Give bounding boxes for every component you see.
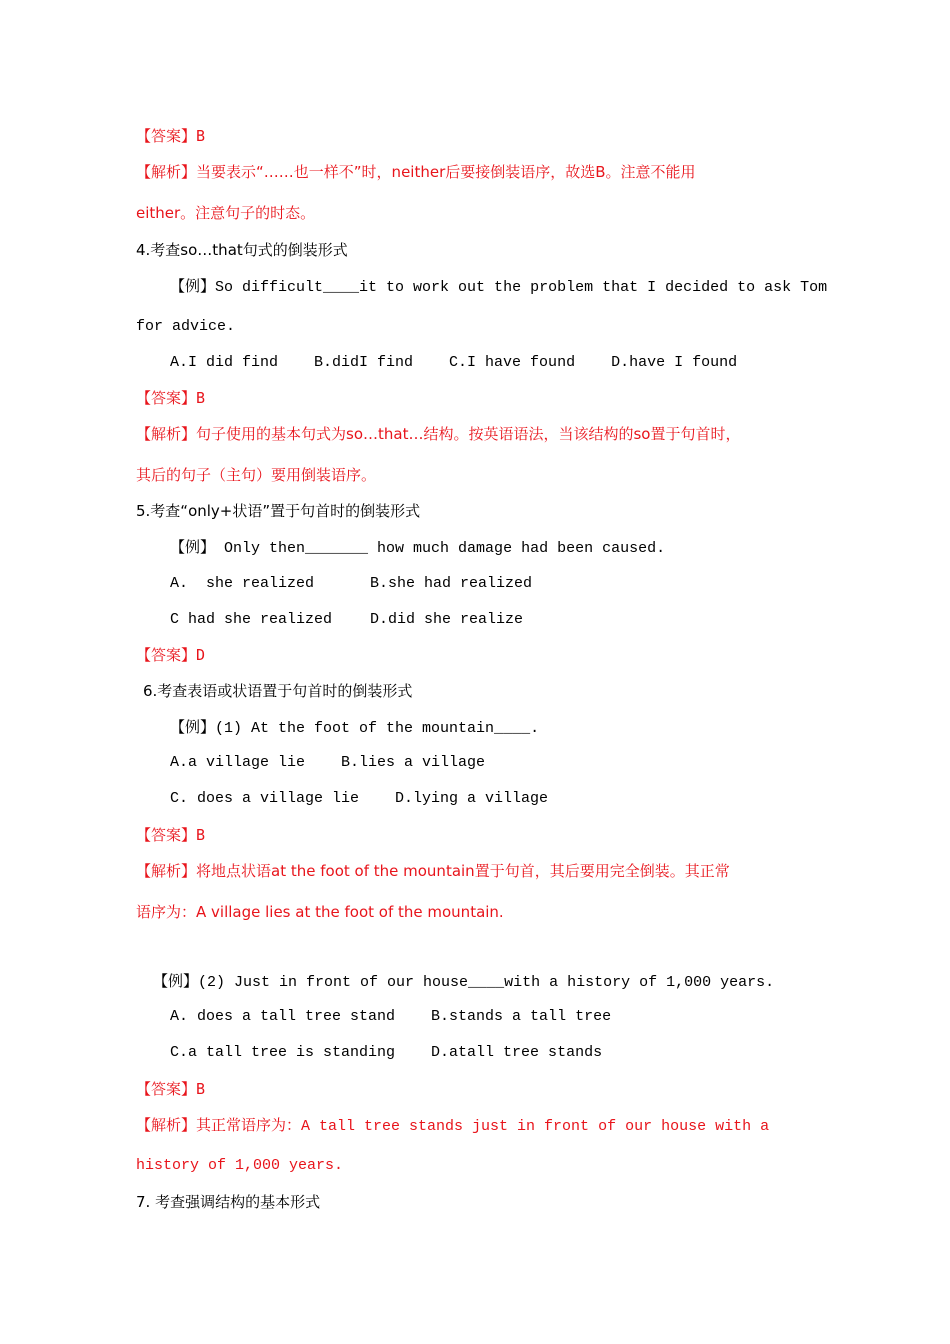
option-c: C had she realized bbox=[170, 611, 333, 628]
answer-line bbox=[136, 126, 205, 146]
example-continuation: for advice. bbox=[136, 318, 236, 335]
answer-tag: 【答案】 bbox=[136, 389, 197, 407]
example-text: Only then_______ how much damage had been caused. bbox=[215, 540, 666, 557]
analysis-text: 句子使用的基本句式为so…that…结构。按英语语法，当该结构的so置于句首时， bbox=[196, 425, 741, 443]
analysis-tag: 【解析】 bbox=[136, 163, 197, 181]
answer-tag: 【答案】 bbox=[136, 127, 197, 145]
answer-line bbox=[136, 645, 205, 665]
analysis-continuation: 其后的句子（主句）要用倒装语序。 bbox=[136, 466, 377, 484]
analysis-line bbox=[136, 424, 740, 444]
example-tag: 【例】 bbox=[170, 538, 216, 556]
example-tag: 【例】 bbox=[153, 972, 199, 990]
analysis-continuation: either。注意句子的时态。 bbox=[136, 204, 316, 222]
analysis-text: 将地点状语at the foot of the mountain置于句首，其后要用完全倒装。其正常 bbox=[196, 862, 730, 880]
analysis-text: 其正常语序为：A tall tree stands just in front of our house with a bbox=[196, 1118, 770, 1135]
section-heading: 7. 考查强调结构的基本形式 bbox=[136, 1193, 321, 1211]
example-text: So difficult____it to work out the problem that I decided to ask Tom bbox=[215, 279, 828, 296]
example-line bbox=[170, 276, 827, 298]
analysis-continuation: 语序为：A village lies at the foot of the mountain. bbox=[136, 903, 504, 921]
answer-value: B bbox=[196, 826, 206, 844]
example-line bbox=[170, 717, 539, 739]
option-d: D.did she realize bbox=[370, 611, 524, 628]
answer-value: B bbox=[196, 127, 206, 145]
answer-line bbox=[136, 825, 205, 845]
example-text: (1) At the foot of the mountain____. bbox=[215, 720, 540, 737]
analysis-line bbox=[136, 162, 696, 182]
example-line bbox=[153, 971, 774, 993]
answer-tag: 【答案】 bbox=[136, 826, 197, 844]
example-tag: 【例】 bbox=[170, 718, 216, 736]
answer-line bbox=[136, 1079, 205, 1099]
answer-value: B bbox=[196, 389, 206, 407]
answer-tag: 【答案】 bbox=[136, 646, 197, 664]
answer-value: D bbox=[196, 646, 206, 664]
options-line: A. does a tall tree stand B.stands a tall tree bbox=[170, 1008, 612, 1025]
example-line bbox=[170, 537, 665, 559]
section-heading: 6.考查表语或状语置于句首时的倒装形式 bbox=[143, 682, 413, 700]
answer-tag: 【答案】 bbox=[136, 1080, 197, 1098]
answer-value: B bbox=[196, 1080, 206, 1098]
options-line: A.I did find B.didI find C.I have found D.have I found bbox=[170, 354, 738, 371]
analysis-line bbox=[136, 1115, 769, 1137]
section-heading: 5.考查“only+状语”置于句首时的倒装形式 bbox=[136, 502, 421, 520]
analysis-tag: 【解析】 bbox=[136, 862, 197, 880]
section-heading: 4.考查so…that句式的倒装形式 bbox=[136, 241, 348, 259]
analysis-continuation: history of 1,000 years. bbox=[136, 1157, 344, 1174]
example-text: (2) Just in front of our house____with a history of 1,000 years. bbox=[198, 974, 775, 991]
analysis-tag: 【解析】 bbox=[136, 1116, 197, 1134]
options-line: A.a village lie B.lies a village bbox=[170, 754, 486, 771]
option-a: A. she realized bbox=[170, 575, 315, 592]
option-b: B.she had realized bbox=[370, 575, 533, 592]
options-line: C.a tall tree is standing D.atall tree stands bbox=[170, 1044, 603, 1061]
answer-line bbox=[136, 388, 205, 408]
example-tag: 【例】 bbox=[170, 277, 216, 295]
analysis-text: 当要表示“……也一样不”时，neither后要接倒装语序，故选B。注意不能用 bbox=[196, 163, 696, 181]
analysis-line bbox=[136, 861, 730, 881]
analysis-tag: 【解析】 bbox=[136, 425, 197, 443]
options-line: C. does a village lie D.lying a village bbox=[170, 790, 549, 807]
